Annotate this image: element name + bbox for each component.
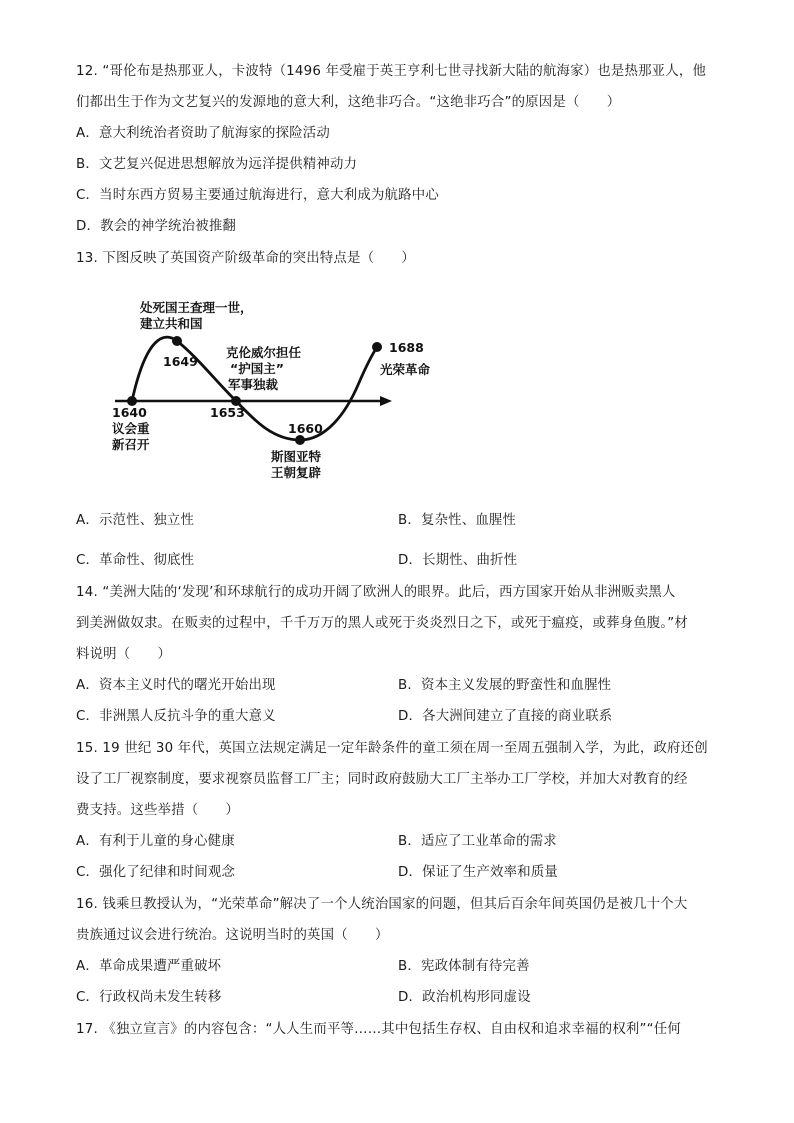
question-15-option-d: D．保证了生产效率和质量: [398, 865, 559, 880]
question-15-line-2: 设了工厂视察制度，要求视察员监督工厂主；同时政府鼓励大工厂主举办工厂学校，并加大对教育的经: [76, 772, 688, 787]
question-16-option-a: A．革命成果遭严重破坏: [76, 959, 222, 974]
question-12-line-2: 们都出生于作为文艺复兴的发源地的意大利，这绝非巧合。“这绝非巧合”的原因是（ ）: [76, 95, 621, 110]
revolution-timeline-figure: [100, 295, 460, 490]
question-15-line-3: 费支持。这些举措（ ）: [76, 803, 240, 818]
question-12-option-c: C．当时东西方贸易主要通过航海进行，意大利成为航路中心: [76, 188, 439, 203]
point-1688: [372, 342, 382, 352]
label-1653-event-line1: 克伦威尔担任: [226, 345, 302, 360]
question-12-option-b: B．文艺复兴促进思想解放为远洋提供精神动力: [76, 157, 358, 172]
question-14-option-c: C．非洲黑人反抗斗争的重大意义: [76, 709, 276, 724]
question-14-line-1: 14. “美洲大陆的‘发现’和环球航行的成功开阔了欧洲人的眼界。此后，西方国家开始从非洲贩卖黑人: [76, 585, 676, 600]
label-1660-year: 1660: [288, 421, 323, 436]
question-16-line-2: 贵族通过议会进行统治。这说明当时的英国（ ）: [76, 928, 389, 943]
label-1649-event-line1: 处死国王查理一世，: [140, 300, 253, 315]
timeline-axis-arrow: [380, 396, 392, 406]
label-1649-event-line2: 建立共和国: [140, 316, 203, 331]
label-1653-year: 1653: [210, 405, 245, 420]
label-1660-event-line2: 王朝复辟: [271, 465, 322, 480]
label-1653-event-line3: 军事独裁: [228, 377, 279, 392]
question-13-option-a: A．示范性、独立性: [76, 513, 195, 528]
question-15-line-1: 15. 19 世纪 30 年代，英国立法规定满足一定年龄条件的童工须在周一至周五强制入学，为此，政府还创: [76, 741, 708, 756]
question-13-option-c: C．革命性、彻底性: [76, 553, 195, 568]
question-17-line-1: 17. 《独立宣言》的内容包含：“人人生而平等……其中包括生存权、自由权和追求幸福的权利”“任何: [76, 1022, 681, 1037]
label-1640-event-line1: 议会重: [112, 421, 150, 436]
question-12-line-1: 12. “哥伦布是热那亚人，卡波特（1496 年受雇于英王亨利七世寻找新大陆的航海家）也是热那亚人，他: [76, 64, 707, 79]
question-16-option-d: D．政治机构形同虚设: [398, 990, 531, 1005]
question-16-option-c: C．行政权尚未发生转移: [76, 990, 222, 1005]
question-16-line-1: 16. 钱乘旦教授认为，“光荣革命”解决了一个人统治国家的问题，但其后百余年间英国仍是被几十个大: [76, 897, 688, 912]
question-14-line-3: 料说明（ ）: [76, 647, 172, 662]
label-1640-year: 1640: [112, 405, 147, 420]
question-16-option-b: B．宪政体制有待完善: [398, 959, 530, 974]
question-13-option-d: D．长期性、曲折性: [398, 553, 518, 568]
label-1688-year: 1688: [389, 340, 424, 355]
label-1640-event-line2: 新召开: [112, 437, 150, 452]
question-15-option-b: B．适应了工业革命的需求: [398, 834, 557, 849]
question-15-option-a: A．有利于儿童的身心健康: [76, 834, 235, 849]
question-13-stem: 13. 下图反映了英国资产阶级革命的突出特点是（ ）: [76, 251, 415, 266]
question-14-option-a: A．资本主义时代的曙光开始出现: [76, 678, 276, 693]
question-13-option-b: B．复杂性、血腥性: [398, 513, 517, 528]
question-15-option-c: C．强化了纪律和时间观念: [76, 865, 236, 880]
question-12-option-a: A．意大利统治者资助了航海家的探险活动: [76, 126, 330, 141]
point-1660: [295, 435, 305, 445]
question-14-option-d: D．各大洲间建立了直接的商业联系: [398, 709, 613, 724]
label-1653-event-line2: “护国主”: [230, 361, 284, 376]
label-1688-event: 光荣革命: [380, 362, 431, 377]
question-14-line-2: 到美洲做奴隶。在贩卖的过程中，千千万万的黑人或死于炎炎烈日之下，或死于瘟疫，或葬身鱼腹。”材: [76, 616, 689, 631]
question-14-option-b: B．资本主义发展的野蛮性和血腥性: [398, 678, 612, 693]
label-1660-event-line1: 斯图亚特: [271, 449, 322, 464]
label-1649-year: 1649: [163, 354, 198, 369]
point-1649: [172, 336, 182, 346]
question-12-option-d: D．教会的神学统治被推翻: [76, 219, 237, 234]
